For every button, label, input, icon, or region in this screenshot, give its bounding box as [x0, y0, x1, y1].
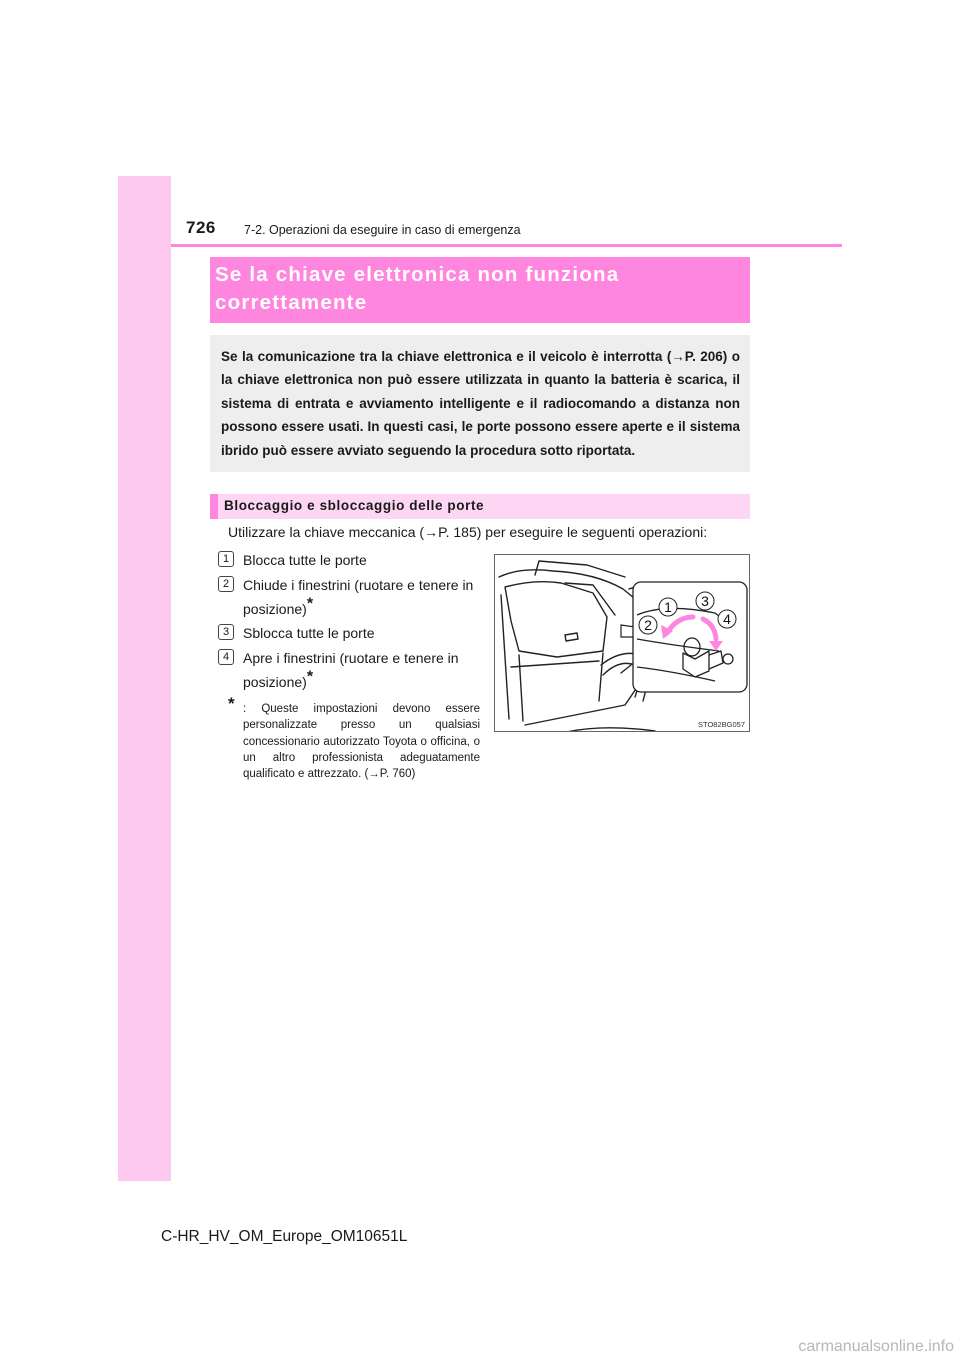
step-4-text: Apre i finestrini (ruotare e tenere in posizione)* [243, 650, 459, 690]
step-2-star: * [306, 595, 314, 613]
callout-4: 4 [723, 611, 731, 627]
chapter-side-bar [118, 176, 171, 1181]
callout-2: 2 [644, 617, 652, 633]
step-1-badge: 1 [218, 551, 234, 567]
step-2-badge: 2 [218, 576, 234, 592]
step-3-text: Sblocca tutte le porte [243, 625, 375, 641]
step-2-text: Chiude i finestrini (ruotare e tenere in posizione)* [243, 577, 474, 617]
step-1-text: Blocca tutte le porte [243, 552, 367, 568]
footnote-text: : Queste impostazioni devono essere personalizzate presso un qualsiasi concessionario autorizzato Toyota o officina, o un altro professionista adeguatamente qualificato e attrezzato. (→P. 760) [243, 703, 480, 781]
page-title: Se la chiave elettronica non funziona correttamente [215, 263, 620, 314]
car-door-illustration [495, 555, 750, 732]
section-header: 7-2. Operazioni da eseguire in caso di emergenza [244, 223, 521, 237]
step-4-badge: 4 [218, 649, 234, 665]
subsection-accent [210, 494, 218, 519]
door-lock-figure [494, 554, 750, 732]
document-code: C-HR_HV_OM_Europe_OM10651L [161, 1228, 408, 1245]
subsection-title: Bloccaggio e sbloccaggio delle porte [224, 498, 485, 513]
step-4-star: * [306, 668, 314, 686]
header-divider [171, 244, 842, 247]
watermark: carmanualsonline.info [798, 1338, 954, 1355]
body-text: Utilizzare la chiave meccanica (→P. 185) per eseguire le seguenti operazioni: [228, 524, 708, 540]
step-3-badge: 3 [218, 624, 234, 640]
figure-code: STO82BG057 [698, 720, 745, 729]
page-number: 726 [186, 218, 216, 237]
footnote-star: * [228, 694, 235, 713]
callout-3: 3 [701, 593, 709, 609]
callout-1: 1 [664, 599, 672, 615]
intro-text: Se la comunicazione tra la chiave elettronica e il veicolo è interrotta (→P. 206) o la chiave elettronica non può essere utilizzata in quanto la batteria è scarica, il sistema di entrata e avviamento intelligente e il radiocomando a distanza non possono essere usati. In questi casi, le porte possono essere aperte e il sistema ibrido può essere avviato seguendo la procedura sotto riportata. [221, 349, 740, 458]
